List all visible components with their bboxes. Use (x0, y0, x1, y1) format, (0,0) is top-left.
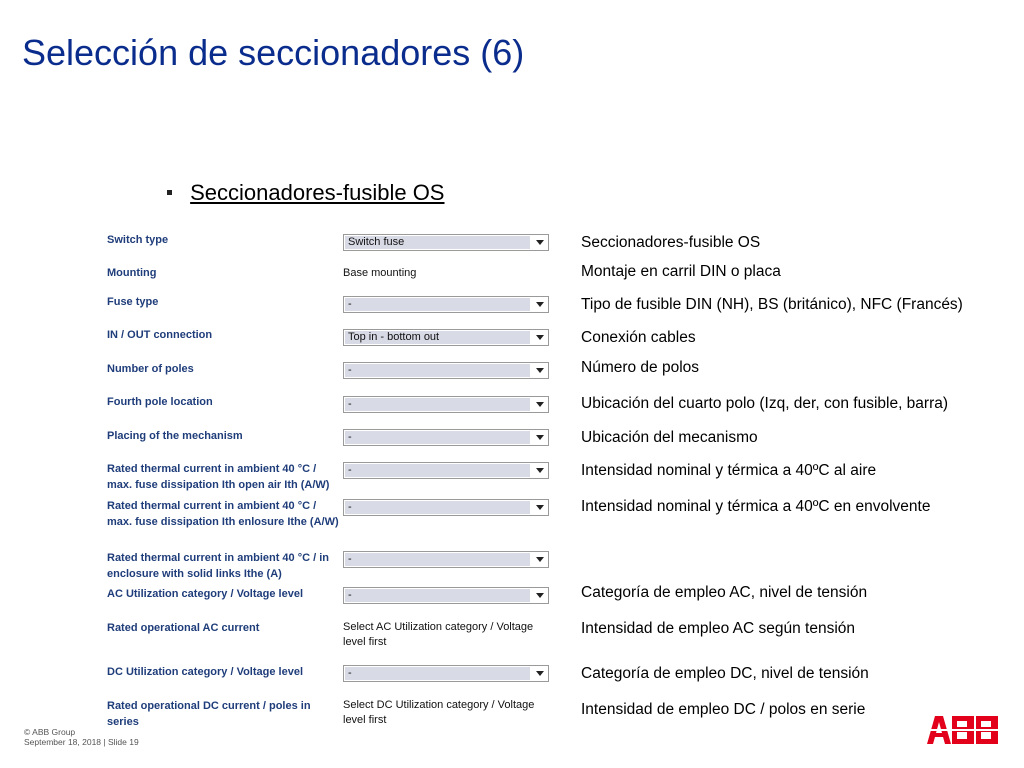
description-rated-dc-current: Intensidad de empleo DC / polos en serie (581, 701, 866, 718)
field-label-rated-thermal-open-air: Rated thermal current in ambient 40 °C / max. fuse dissipation Ith open air Ith (A/W) (107, 463, 330, 491)
chevron-down-icon (536, 335, 544, 340)
footer-copyright: © ABB Group (24, 727, 76, 737)
chevron-down-icon (536, 435, 544, 440)
description-rated-thermal-enclosure: Intensidad nominal y térmica a 40ºC en envolvente (581, 498, 931, 515)
footer (24, 727, 139, 747)
description-rated-ac-current: Intensidad de empleo AC según tensión (581, 620, 856, 637)
field-label-ac-utilization: AC Utilization category / Voltage level (107, 588, 304, 600)
chevron-down-icon (536, 593, 544, 598)
field-label-fuse-type: Fuse type (107, 296, 159, 308)
field-label-rated-ac-current: Rated operational AC current (107, 622, 260, 634)
in-out-connection-dropdown[interactable] (343, 329, 549, 346)
rated-thermal-solid-links-dropdown[interactable] (343, 551, 549, 568)
field-label-dc-utilization: DC Utilization category / Voltage level (107, 666, 304, 678)
description-fuse-type: Tipo de fusible DIN (NH), BS (británico), NFC (Francés) (581, 296, 963, 313)
abb-logo-icon (927, 716, 999, 744)
chevron-down-icon (536, 557, 544, 562)
placing-of-mechanism-dropdown[interactable] (343, 429, 549, 446)
ac-utilization-value: - (345, 589, 530, 602)
field-label-switch-type: Switch type (107, 234, 169, 246)
field-label-mounting: Mounting (107, 267, 157, 279)
chevron-down-icon (536, 671, 544, 676)
dc-utilization-dropdown[interactable] (343, 665, 549, 682)
mounting-value: Base mounting (343, 267, 417, 279)
field-label-in-out-connection: IN / OUT connection (107, 329, 213, 341)
chevron-down-icon (536, 368, 544, 373)
description-mounting: Montaje en carril DIN o placa (581, 263, 781, 280)
rated-ac-current-value: Select AC Utilization category / Voltage level first (343, 621, 534, 648)
fourth-pole-location-dropdown[interactable] (343, 396, 549, 413)
switch-type-value: Switch fuse (345, 236, 530, 249)
description-dc-utilization: Categoría de empleo DC, nivel de tensión (581, 665, 869, 682)
description-switch-type: Seccionadores-fusible OS (581, 234, 761, 251)
description-number-of-poles: Número de polos (581, 359, 700, 376)
description-rated-thermal-open-air: Intensidad nominal y térmica a 40ºC al aire (581, 462, 877, 479)
chevron-down-icon (536, 402, 544, 407)
field-label-fourth-pole-location: Fourth pole location (107, 396, 213, 408)
field-label-placing-of-mechanism: Placing of the mechanism (107, 430, 243, 442)
description-placing-of-mechanism: Ubicación del mecanismo (581, 429, 758, 446)
fuse-type-value: - (345, 298, 530, 311)
page-title: Selección de seccionadores (6) (22, 32, 525, 73)
dc-utilization-value: - (345, 667, 530, 680)
field-label-rated-dc-current: Rated operational DC current / poles in series (107, 700, 311, 728)
chevron-down-icon (536, 302, 544, 307)
field-label-rated-thermal-enclosure: Rated thermal current in ambient 40 °C / max. fuse dissipation Ith enlosure Ithe (A/W) (107, 500, 339, 528)
bullet-icon (167, 190, 172, 195)
rated-thermal-solid-links-value: - (345, 553, 530, 566)
number-of-poles-dropdown[interactable] (343, 362, 549, 379)
footer-date-slide: September 18, 2018 | Slide 19 (24, 737, 139, 747)
bullet-text: Seccionadores-fusible OS (190, 180, 445, 205)
chevron-down-icon (536, 240, 544, 245)
fourth-pole-location-value: - (345, 398, 530, 411)
chevron-down-icon (536, 505, 544, 510)
number-of-poles-value: - (345, 364, 530, 377)
field-label-rated-thermal-solid-links: Rated thermal current in ambient 40 °C / in enclosure with solid links Ithe (A) (107, 552, 330, 580)
rated-thermal-open-air-dropdown[interactable] (343, 462, 549, 479)
description-ac-utilization: Categoría de empleo AC, nivel de tensión (581, 584, 868, 601)
rated-dc-current-value: Select DC Utilization category / Voltage level first (343, 699, 535, 726)
field-label-number-of-poles: Number of poles (107, 363, 194, 375)
chevron-down-icon (536, 468, 544, 473)
ac-utilization-dropdown[interactable] (343, 587, 549, 604)
description-fourth-pole-location: Ubicación del cuarto polo (Izq, der, con fusible, barra) (581, 395, 949, 412)
switch-type-dropdown[interactable] (343, 234, 549, 251)
fuse-type-dropdown[interactable] (343, 296, 549, 313)
bullet-item (167, 180, 444, 206)
description-in-out-connection: Conexión cables (581, 329, 696, 346)
rated-thermal-enclosure-value: - (345, 501, 530, 514)
placing-of-mechanism-value: - (345, 431, 530, 444)
rated-thermal-enclosure-dropdown[interactable] (343, 499, 549, 516)
in-out-connection-value: Top in - bottom out (345, 331, 530, 344)
rated-thermal-open-air-value: - (345, 464, 530, 477)
